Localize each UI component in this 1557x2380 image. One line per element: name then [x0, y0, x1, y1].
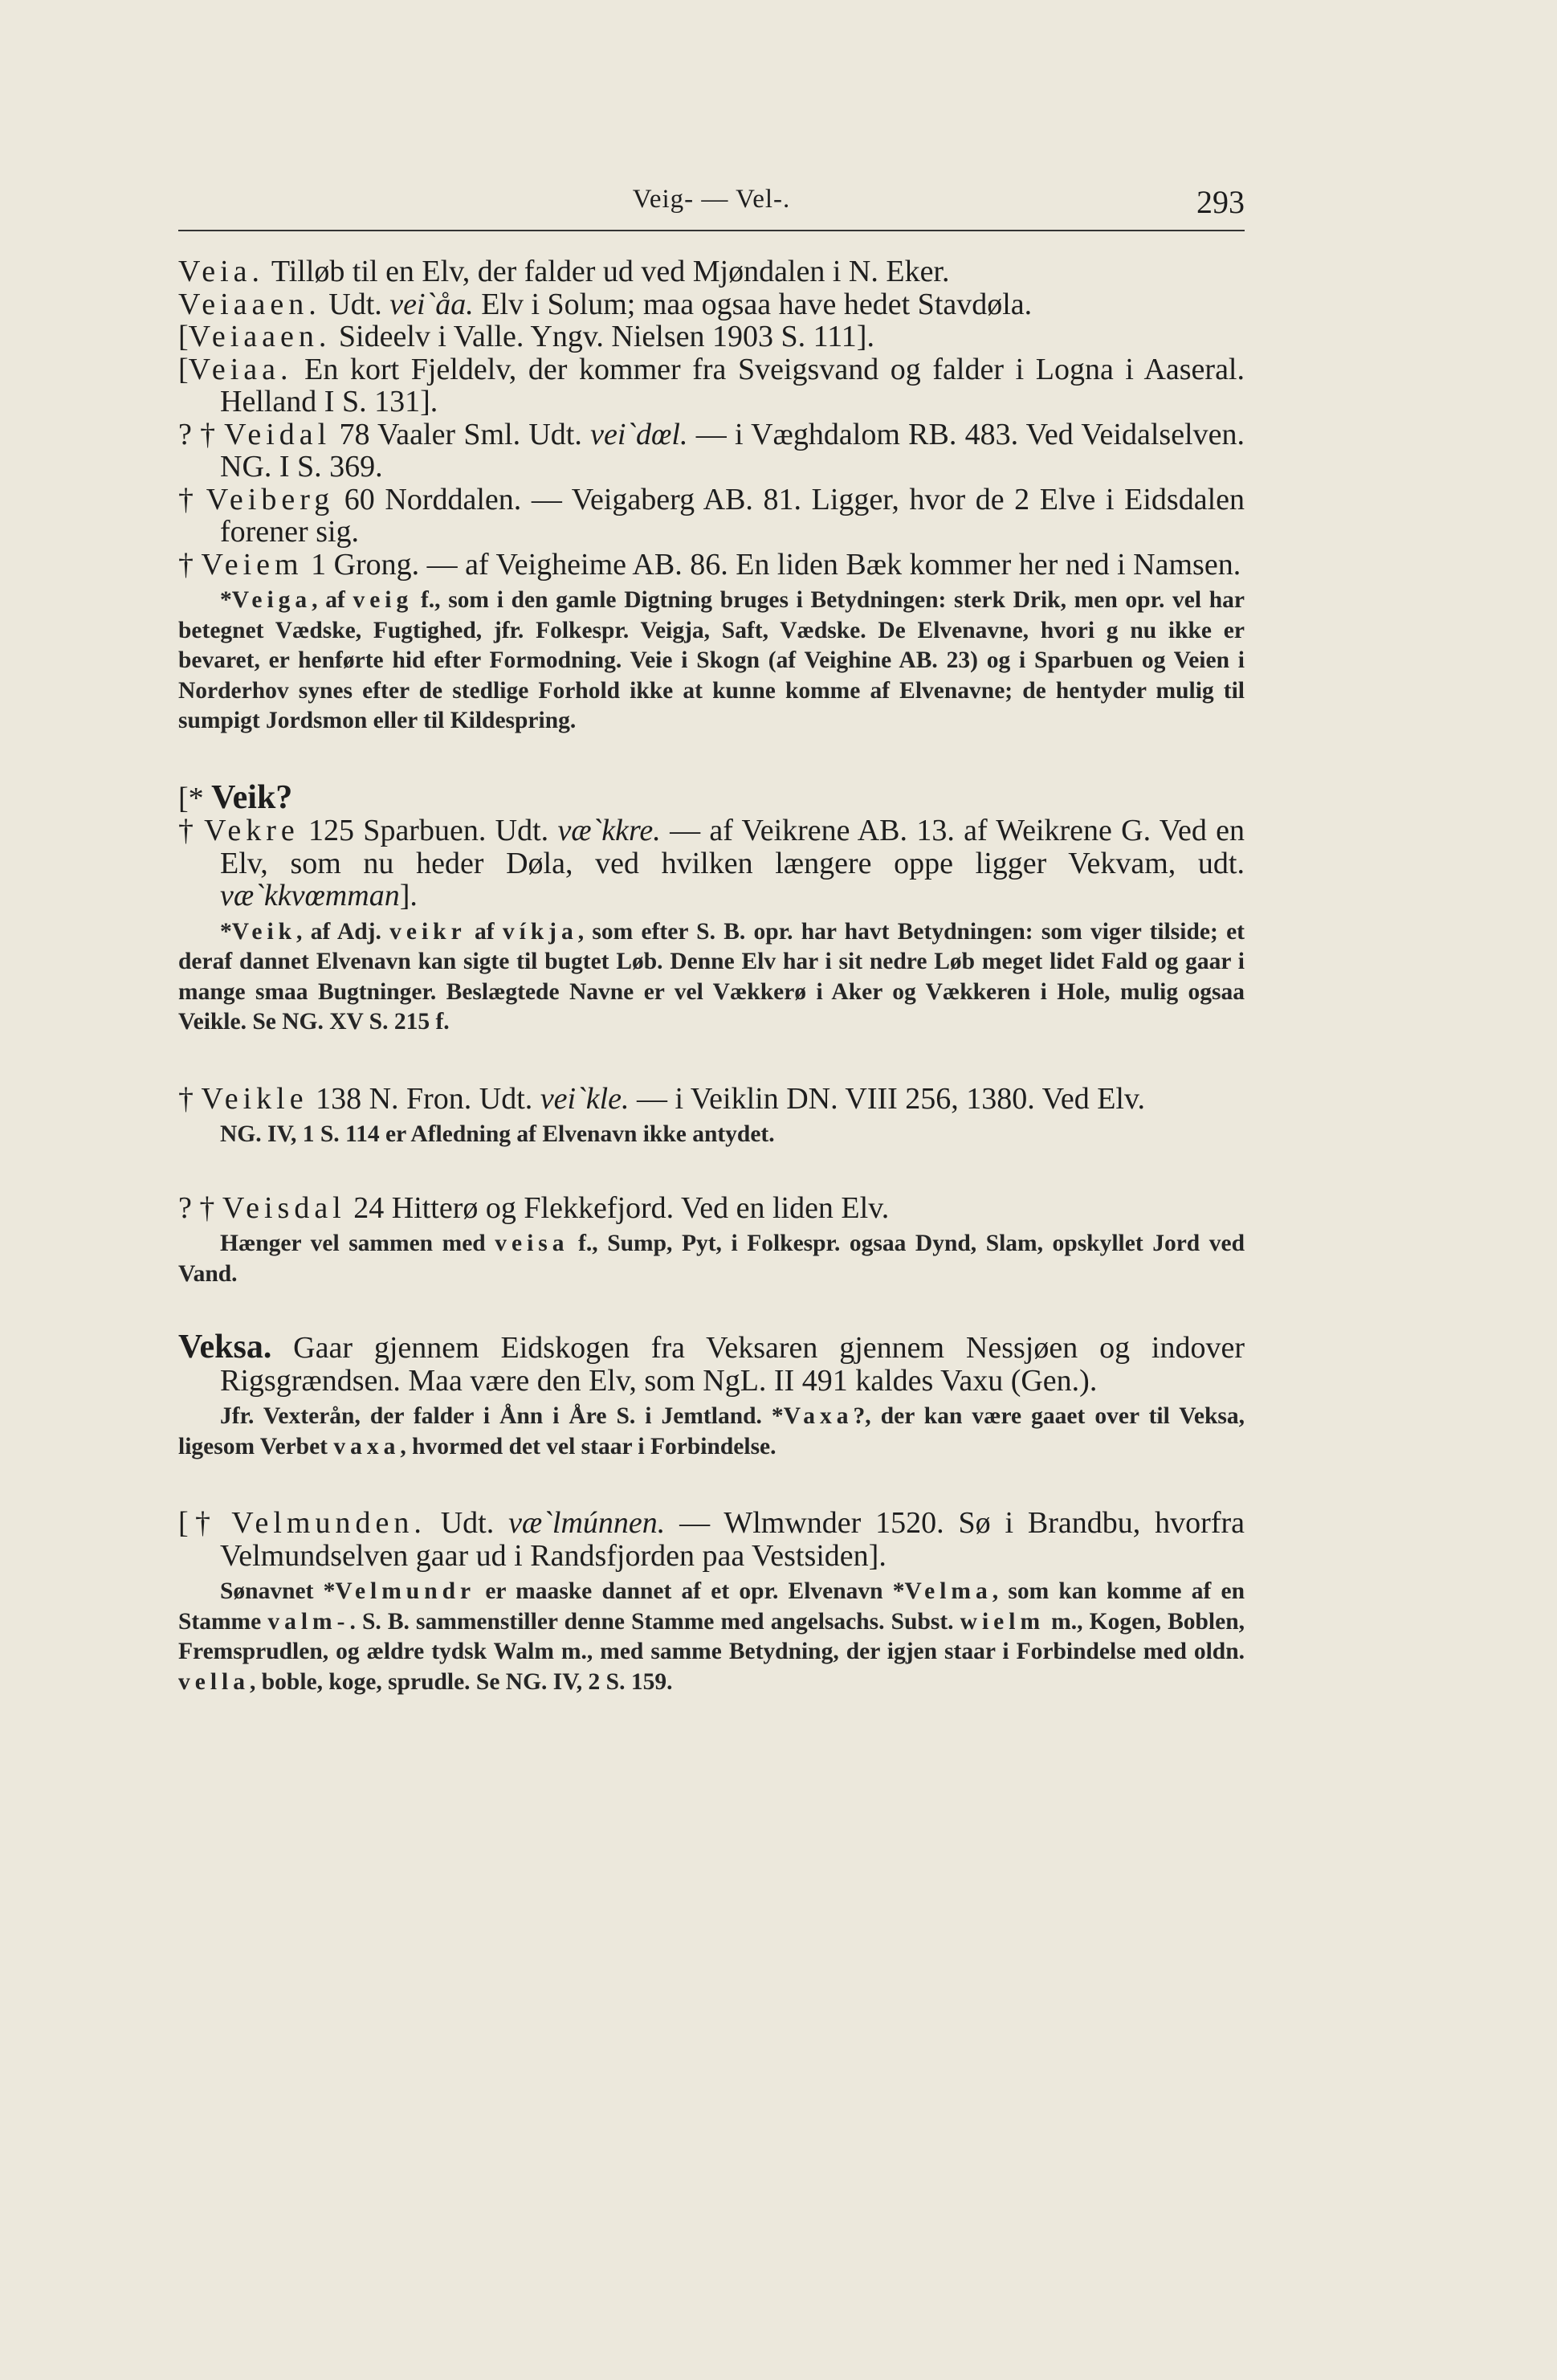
entry-text: — af Veikrene AB. 13. af Weikrene G. Ved en Elv, som nu heder Døla, ved hvilken længere oppe ligger Vekvam, udt. — [220, 814, 1245, 880]
entry-marker: [ — [178, 320, 189, 353]
headword: Veidal — [224, 417, 332, 451]
pronunciation: væ`kkvœmman — [220, 879, 400, 912]
entry-marker: † — [178, 1081, 202, 1116]
entry-text: 24 Hitterø og Flekkefjord. Ved en liden Elv. — [345, 1190, 890, 1225]
entry-text: , af — [312, 587, 353, 613]
entry-text: En kort Fjeldelv, der kommer fra Sveigsvand og falder i Logna i Aaseral. Helland I S. 131]. — [220, 352, 1245, 418]
entry-text: Jfr. Vexterån, der falder i Ånn i Åre S. i Jemtland. * — [220, 1403, 784, 1429]
headword: Veiberg — [206, 482, 335, 516]
pronunciation: væ`kkre. — [557, 814, 661, 847]
entry-text: — Wlmwnder 1520. Sø i Brandbu, hvorfra Velmundselven gaar ud i Randsfjorden paa Vestsiden]. — [220, 1506, 1245, 1573]
entry-marker: † — [178, 482, 206, 516]
entry-text: , som efter S. B. opr. har havt Betydningen: som viger tilside; et deraf dannet Elvenavn kan sigte til bugtet Løb. Denne Elv har i sit nedre Løb meget lidet Fald og gaar i mange smaa Bugtninger. Beslægtede Navne er vel Vækkerø i Aker og Vækkeren i Hole, mulig ogsaa Veikle. Se NG. XV S. 215 f. — [178, 918, 1245, 1035]
page-header — [178, 178, 1245, 231]
spaced-term: vaxa — [333, 1433, 401, 1459]
entry-text: Tilløb til en Elv, der falder ud ved Mjøndalen i N. Eker. — [264, 255, 950, 288]
entry-text: — i Væghdalom RB. 483. Ved Veidalselven. NG. I S. 369. — [220, 417, 1245, 484]
spaced-term: Veiga — [231, 587, 312, 613]
entry-marker: † — [178, 814, 205, 847]
entry-vekre — [178, 814, 1245, 912]
spaced-term: wielm — [960, 1608, 1045, 1635]
entry-note — [178, 1229, 1245, 1289]
spaced-term: veikr — [389, 918, 467, 945]
entry-marker: ? † — [178, 1190, 222, 1225]
headword: Velmunden. — [231, 1506, 426, 1540]
entry-veisdal — [178, 1192, 1245, 1225]
entry-veidal — [178, 418, 1245, 484]
entry-note — [178, 917, 1245, 1038]
spaced-term: valm- — [267, 1608, 350, 1635]
entry-text: , som kan komme af en Stamme — [178, 1578, 1245, 1635]
entry-veiaaen-1 — [178, 288, 1245, 321]
entry-text: . S. B. sammenstiller denne Stamme med angelsachs. Subst. — [349, 1608, 960, 1635]
entry-text: Sideelv i Valle. Yngv. Nielsen 1903 S. 111]. — [331, 320, 874, 353]
entry-marker: [ — [178, 352, 189, 386]
entry-veia — [178, 255, 1245, 288]
entry-text: , af Adj. — [296, 918, 390, 945]
entry-text: Elv i Solum; maa ogsaa have hedet Stavdøla. — [473, 287, 1033, 321]
spaced-term: víkja — [502, 918, 578, 945]
entry-text: af — [466, 918, 503, 945]
entry-veiaaen-2 — [178, 320, 1245, 353]
entry-text: Gaar gjennem Eidskogen fra Veksaren gjennem Nessjøen og indover Rigsgrændsen. Maa være den Elv, som NgL. II 491 kaldes Vaxu (Gen.). — [220, 1331, 1245, 1398]
entry-text: , hvormed det vel staar i Forbindelse. — [400, 1433, 776, 1459]
headword: Veisdal — [222, 1190, 346, 1225]
entry-text: 1 Grong. — af Veigheime AB. 86. En liden Bæk kommer her ned i Namsen. — [303, 547, 1241, 582]
running-head: Veig- — Vel-. — [632, 185, 791, 214]
entry-velmunden — [178, 1507, 1245, 1572]
headword: Veksa. — [178, 1329, 272, 1366]
entry-text: ]. — [399, 879, 418, 912]
entry-note — [178, 1402, 1245, 1462]
entry-text: 78 Vaaler Sml. Udt. — [331, 417, 591, 451]
entry-veiberg — [178, 484, 1245, 549]
entry-text: f., som i den gamle Digtning bruges i Betydningen: sterk Drik, men opr. vel har betegnet Vædske, Fugtighed, jfr. Folkespr. Veigja, Saft, Vædske. De Elvenavne, hvori g nu ikke er bevaret, er henførte hid efter Formodning. Veie i Skogn (af Veighine AB. 23) og i Sparbuen og Veien i Norderhov synes efter de stedlige Forhold ikke at kunne komme af Elvenavne; de hentyder mulig til sumpigt Jordsmon eller til Kildespring. — [178, 587, 1245, 733]
headword: Veiaa. — [188, 352, 293, 386]
entry-note — [178, 586, 1245, 737]
entry-text: Hænger vel sammen med — [220, 1231, 495, 1256]
entry-text: * — [220, 918, 232, 945]
spaced-term: Vaxa — [783, 1403, 854, 1429]
page-number: 293 — [1196, 184, 1245, 220]
entry-veik — [178, 778, 1245, 816]
spaced-term: veig — [353, 587, 414, 613]
entry-text: 60 Norddalen. — Veigaberg AB. 81. Ligger, hvor de 2 Elve i Eidsdalen forener sig. — [220, 482, 1245, 549]
headword: Veiaaen. — [178, 287, 321, 321]
entry-text: m., Kogen, Boblen, Fremsprudlen, og ældre tydsk Walm m., med samme Betydning, der igjen staar i Forbindelse med oldn. — [178, 1608, 1245, 1664]
entry-text: 138 N. Fron. Udt. — [308, 1081, 540, 1116]
spaced-term: vella — [178, 1668, 250, 1695]
entry-veikle — [178, 1083, 1245, 1116]
entry-marker: [† — [178, 1506, 232, 1540]
entry-marker: † — [178, 547, 202, 582]
spaced-term: Velmundr — [335, 1578, 476, 1604]
spaced-term: Velma — [904, 1578, 992, 1604]
headword: Veia. — [178, 255, 265, 288]
entry-text: er maaske dannet af et opr. Elvenavn * — [475, 1578, 905, 1604]
spaced-term: veisa — [495, 1231, 569, 1256]
entry-note — [178, 1577, 1245, 1697]
entry-veksa — [178, 1331, 1245, 1397]
entry-marker: [* — [178, 781, 212, 815]
entry-text: * — [220, 587, 232, 613]
entry-text: Udt. — [320, 287, 390, 321]
entry-text: NG. IV, 1 S. 114 er Afledning af Elvenavn ikke antydet. — [220, 1121, 775, 1147]
headword: Veikle — [201, 1081, 308, 1116]
headword: Veik? — [211, 778, 293, 816]
entry-text: , boble, koge, sprudle. Se NG. IV, 2 S. 159. — [250, 1668, 673, 1695]
entry-text: 125 Sparbuen. Udt. — [299, 814, 558, 847]
pronunciation: vei`åa. — [389, 287, 474, 321]
entry-marker: ? † — [178, 417, 225, 451]
headword: Veiem — [201, 547, 304, 582]
entry-text: Udt. — [426, 1506, 509, 1540]
entry-veiaa — [178, 353, 1245, 418]
entry-text: Sønavnet * — [220, 1578, 336, 1604]
entry-text: f., Sump, Pyt, i Folkespr. ogsaa Dynd, Slam, opskyllet Jord ved Vand. — [178, 1231, 1245, 1287]
headword: Vekre — [204, 814, 300, 847]
pronunciation: vei`dœl. — [590, 417, 688, 451]
entry-text: ?, der kan være gaaet over til Veksa, ligesom Verbet — [178, 1403, 1245, 1459]
dictionary-entries — [178, 255, 1245, 1697]
entry-text: — i Veiklin DN. VIII 256, 1380. Ved Elv. — [629, 1081, 1146, 1116]
entry-veiem — [178, 549, 1245, 582]
pronunciation: væ`lmúnnen. — [508, 1506, 666, 1540]
pronunciation: vei`kle. — [540, 1081, 630, 1116]
spaced-term: Veik — [231, 918, 297, 945]
entry-note — [178, 1120, 1245, 1150]
headword: Veiaaen. — [188, 320, 332, 353]
